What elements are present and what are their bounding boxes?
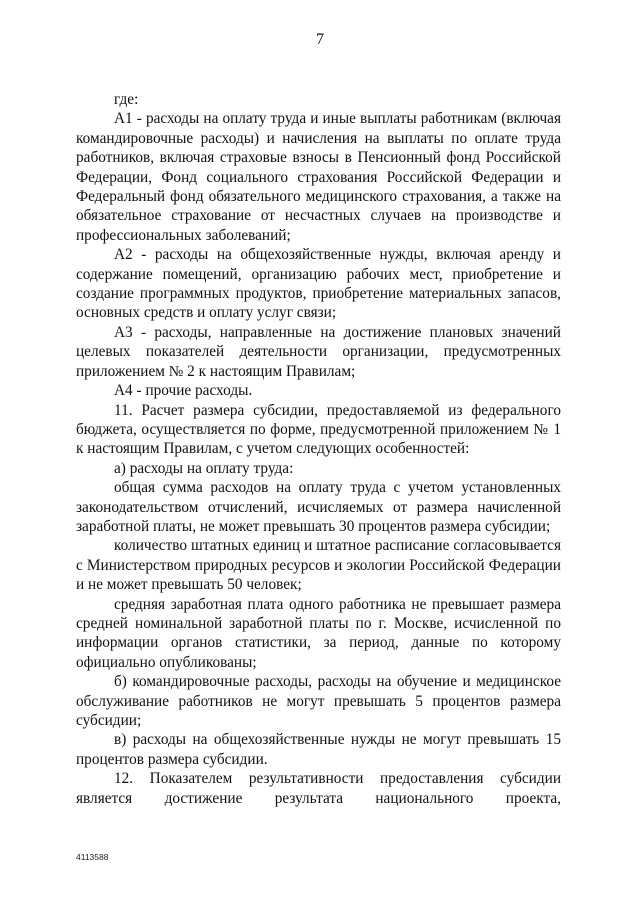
paragraph-12: 12. Показателем результативности предоставления субсидии является достижение результата национального проекта,	[76, 770, 561, 807]
paragraph-average-salary: средняя заработная плата одного работника не превышает размера средней номинальной заработной платы по г. Москве, исчисленной по информации органов статистики, за период, данные по которому официально опубликованы;	[76, 595, 561, 671]
document-body	[76, 90, 561, 808]
paragraph-where: где:	[114, 91, 139, 108]
paragraph-a2: А2 - расходы на общехозяйственные нужды, включая аренду и содержание помещений, организацию рабочих мест, приобретение и создание программных продуктов, приобретение материальных запасов, основных средств и оплату услуг связи;	[76, 246, 561, 322]
paragraph-11-v: в) расходы на общехозяйственные нужды не могут превышать 15 процентов размера субсидии.	[76, 731, 561, 768]
paragraph-payroll-total: общая сумма расходов на оплату труда с учетом установленных законодательством отчислений, исчисляемых от размера начисленной заработной платы, не может превышать 30 процентов размера субсидии;	[76, 479, 561, 535]
document-code: 4113588	[76, 852, 109, 862]
paragraph-a4: А4 - прочие расходы.	[114, 382, 253, 400]
paragraph-11-b: б) командировочные расходы, расходы на обучение и медицинское обслуживание работников не могут превышать 5 процентов размера субсидии;	[76, 673, 561, 729]
paragraph-11: 11. Расчет размера субсидии, предоставляемой из федерального бюджета, осуществляется по форме, предусмотренной приложением № 1 к настоящим Правилам, с учетом следующих особенностей:	[76, 401, 561, 458]
page-number: 7	[316, 31, 324, 48]
paragraph-a1: А1 - расходы на оплату труда и иные выплаты работникам (включая командировочные расходы) и начисления на выплаты по оплате труда работников, включая страховые взносы в Пенсионный фонд Российской Федерации, Фонд социального страхования Российской Федерации и Федеральный фонд обязательного медицинского страхования, а также на обязательное страхование от несчастных случаев на производстве и профессиональных заболеваний;	[76, 110, 561, 244]
paragraph-11-a: а) расходы на оплату труда:	[114, 459, 294, 477]
paragraph-a3: А3 - расходы, направленные на достижение плановых значений целевых показателей деятельности организации, предусмотренных приложением № 2 к настоящим Правилам;	[76, 323, 561, 380]
paragraph-staff-count: количество штатных единиц и штатное расписание согласовывается с Министерством природных ресурсов и экологии Российской Федерации и не может превышать 50 человек;	[76, 537, 561, 594]
